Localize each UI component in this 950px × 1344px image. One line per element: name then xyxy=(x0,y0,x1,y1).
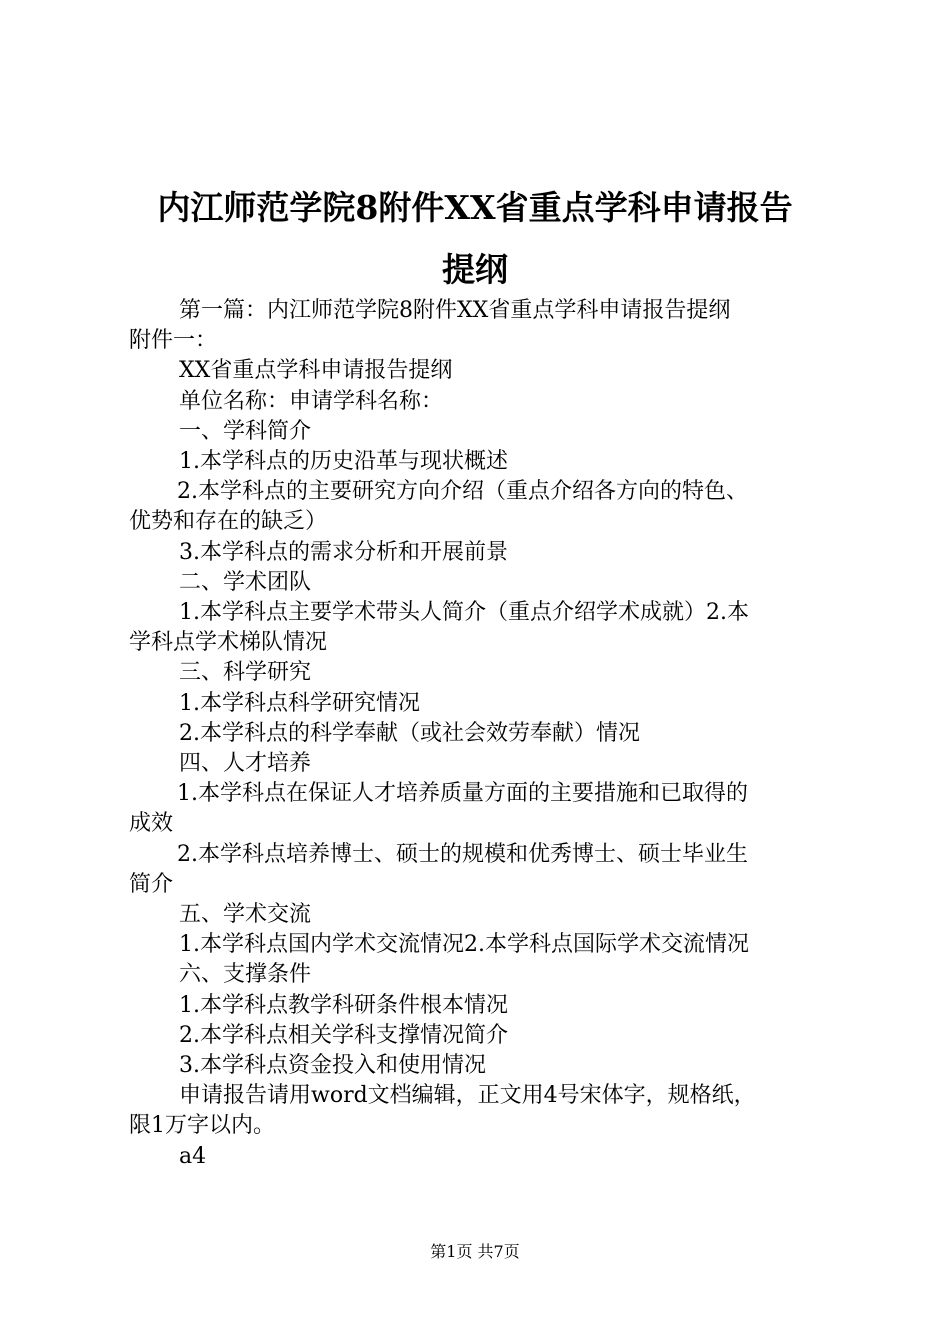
section-item: 3.本学科点的需求分析和开展前景 xyxy=(179,539,508,565)
section-item-continued: 简介 xyxy=(129,871,174,897)
unit-name-line: 单位名称：申请学科名称： xyxy=(179,388,444,414)
section-item: 1.本学科点的历史沿革与现状概述 xyxy=(179,449,508,475)
attachment-label: 附件一： xyxy=(129,328,218,354)
document-title-line-2: 提纲 xyxy=(442,250,508,289)
section-item: 1.本学科点国内学术交流情况2.本学科点国际学术交流情况 xyxy=(179,932,749,958)
outline-title: XX省重点学科申请报告提纲 xyxy=(179,358,453,384)
section-heading: 二、学术团队 xyxy=(179,569,312,595)
section-item: 2.本学科点培养博士、硕士的规模和优秀博士、硕士毕业生 xyxy=(177,841,748,867)
heading-part-one: 第一篇：内江师范学院8附件XX省重点学科申请报告提纲 xyxy=(179,298,731,323)
section-item-continued: 优势和存在的缺乏） xyxy=(129,509,328,535)
section-item: 3.本学科点资金投入和使用情况 xyxy=(179,1053,486,1079)
section-item: 2.本学科点的主要研究方向介绍（重点介绍各方向的特色、 xyxy=(177,479,748,505)
paper-size-note: a4 xyxy=(179,1143,207,1169)
section-heading: 一、学科简介 xyxy=(179,418,312,444)
section-item: 1.本学科点在保证人才培养质量方面的主要措施和已取得的 xyxy=(177,781,748,807)
section-heading: 四、人才培养 xyxy=(179,751,312,777)
formatting-note-continued: 限1万字以内。 xyxy=(129,1113,275,1139)
section-heading: 三、科学研究 xyxy=(179,660,312,686)
section-item: 1.本学科点主要学术带头人简介（重点介绍学术成就）2.本 xyxy=(179,600,749,626)
section-item: 1.本学科点教学科研条件根本情况 xyxy=(179,992,508,1018)
document-body xyxy=(129,296,849,1172)
section-item: 1.本学科点科学研究情况 xyxy=(179,690,420,716)
section-item: 2.本学科点的科学奉献（或社会效劳奉献）情况 xyxy=(179,720,640,746)
section-item-continued: 成效 xyxy=(129,811,174,837)
document-title-line-1: 内江师范学院8附件XX省重点学科申请报告 xyxy=(157,188,793,227)
section-item-continued: 学科点学术梯队情况 xyxy=(129,630,328,656)
formatting-note: 申请报告请用word文档编辑，正文用4号宋体字，规格纸， xyxy=(179,1083,756,1109)
page-number-footer: 第1页 共7页 xyxy=(430,1242,520,1261)
section-heading: 六、支撑条件 xyxy=(179,962,312,988)
section-heading: 五、学术交流 xyxy=(179,902,312,928)
section-item: 2.本学科点相关学科支撑情况简介 xyxy=(179,1022,508,1048)
